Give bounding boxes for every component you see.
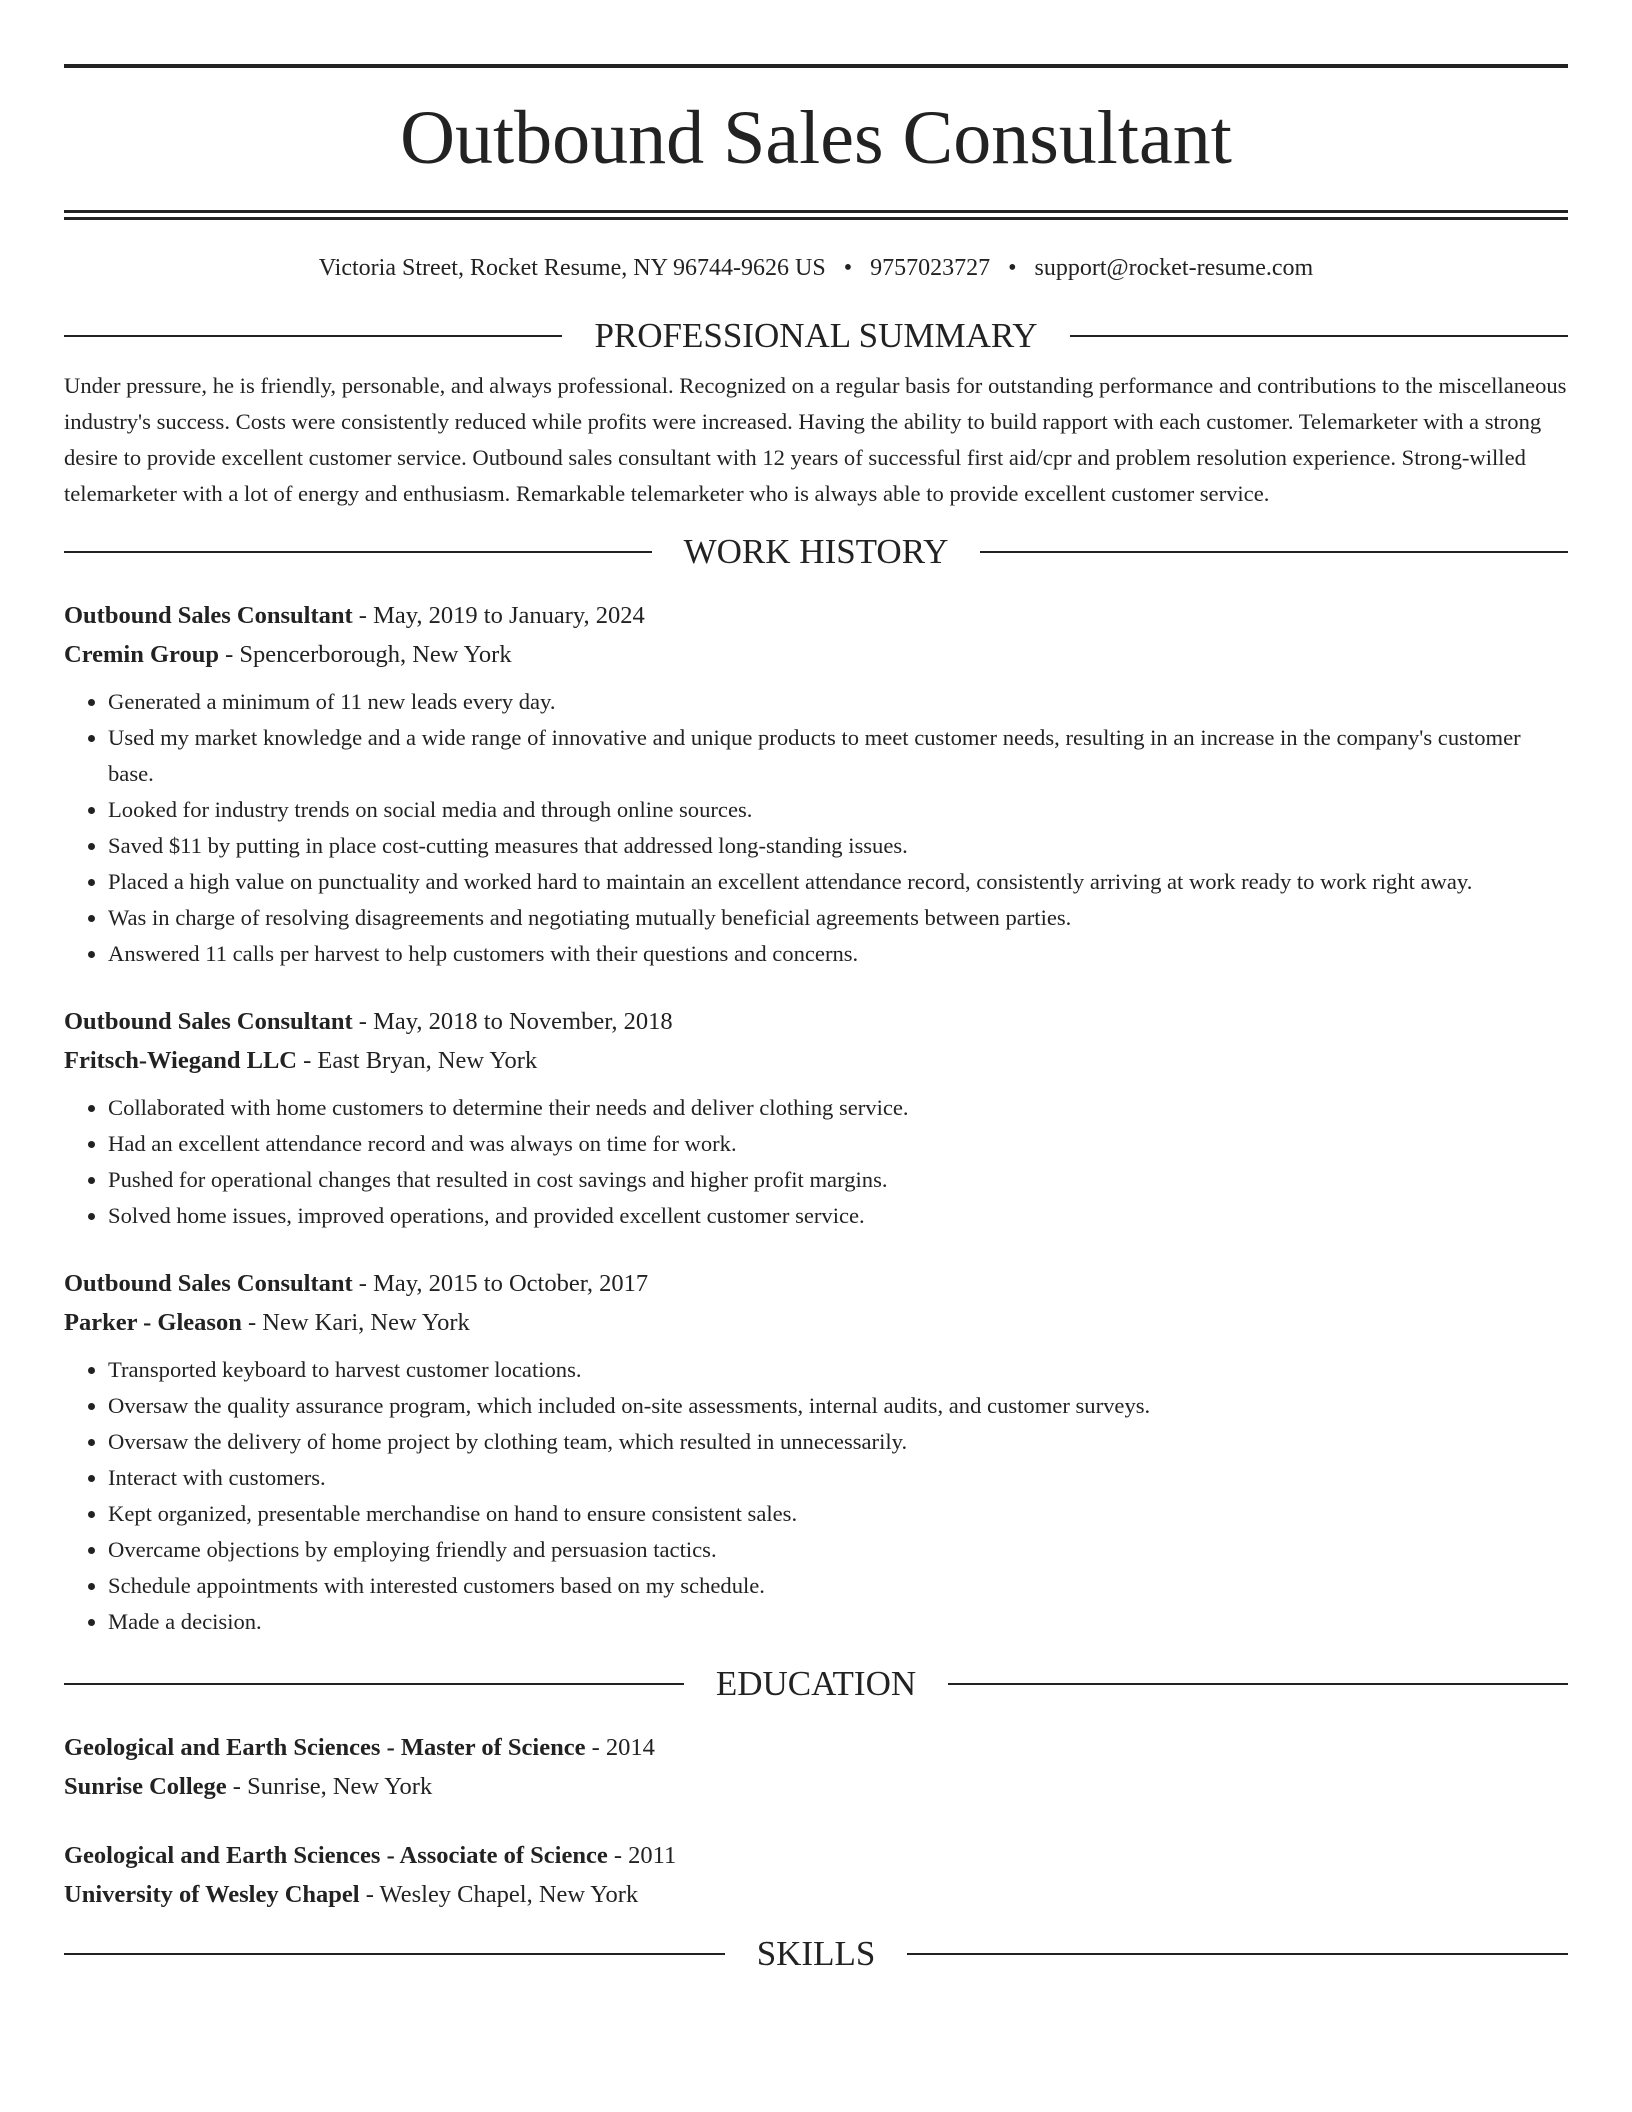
list-item: • Used my market knowledge and a wide range of innovative and unique products to meet customer needs, resulting in an increase in the company's customer base. — [108, 720, 1568, 792]
resume-title: Outbound Sales Consultant — [400, 96, 1232, 180]
list-item: • Schedule appointments with interested customers based on my schedule. — [108, 1568, 1568, 1604]
job-title-line — [64, 1264, 1568, 1303]
section-rule-right — [1070, 335, 1568, 337]
education-location: - Wesley Chapel, New York — [359, 1881, 639, 1908]
section-heading-summary — [64, 314, 1568, 358]
job-location: - Spencerborough, New York — [218, 641, 512, 668]
job-entry — [64, 1264, 1568, 1640]
job-title: Outbound Sales Consultant — [64, 1270, 353, 1297]
section-title: SKILLS — [756, 1934, 876, 1973]
header-top-rule — [64, 64, 1568, 68]
education-degree: Geological and Earth Sciences - Associate of Science — [64, 1842, 608, 1869]
job-dates: - May, 2018 to November, 2018 — [352, 1008, 673, 1035]
resume-page — [64, 64, 1568, 1976]
job-bullets — [64, 1352, 1568, 1640]
section-rule-left — [64, 335, 562, 337]
job-title-line — [64, 596, 1568, 635]
education-degree: Geological and Earth Sciences - Master of Science — [64, 1734, 586, 1761]
section-title: WORK HISTORY — [683, 532, 949, 571]
job-location: - New Kari, New York — [241, 1309, 470, 1336]
contact-separator: • — [843, 255, 853, 281]
education-year: - 2011 — [607, 1842, 677, 1869]
job-company: Parker - Gleason — [64, 1309, 242, 1336]
list-item: • Pushed for operational changes that resulted in cost savings and higher profit margins. — [108, 1162, 1568, 1198]
list-item: • Made a decision. — [108, 1604, 1568, 1640]
section-heading-education — [64, 1662, 1568, 1706]
section-rule-right — [948, 1683, 1568, 1685]
education-school-line — [64, 1767, 1568, 1806]
job-title-line — [64, 1002, 1568, 1041]
job-company-line — [64, 1303, 1568, 1342]
list-item: • Placed a high value on punctuality and worked hard to maintain an excellent attendance record, consistently arriving at work ready to work right away. — [108, 864, 1568, 900]
job-company-line — [64, 635, 1568, 674]
list-item: • Generated a minimum of 11 new leads every day. — [108, 684, 1568, 720]
job-company: Fritsch-Wiegand LLC — [64, 1047, 297, 1074]
job-dates: - May, 2019 to January, 2024 — [352, 602, 645, 629]
list-item: • Oversaw the delivery of home project by clothing team, which resulted in unnecessarily. — [108, 1424, 1568, 1460]
job-entry — [64, 596, 1568, 972]
section-rule-left — [64, 1953, 725, 1955]
contact-separator: • — [1008, 255, 1017, 281]
list-item: • Oversaw the quality assurance program, which included on-site assessments, internal audits, and customer surveys. — [108, 1388, 1568, 1424]
job-company-line — [64, 1041, 1568, 1080]
list-item: • Interact with customers. — [108, 1460, 1568, 1496]
contact-phone: 9757023727 — [870, 255, 991, 281]
list-item: • Solved home issues, improved operations, and provided excellent customer service. — [108, 1198, 1568, 1234]
job-entry — [64, 1002, 1568, 1234]
section-rule-right — [980, 551, 1568, 553]
education-school: Sunrise College — [64, 1773, 227, 1800]
section-rule-left — [64, 551, 652, 553]
contact-address: Victoria Street, Rocket Resume, NY 96744-9626 US — [318, 255, 826, 281]
list-item: • Saved $11 by putting in place cost-cutting measures that addressed long-standing issues. — [108, 828, 1568, 864]
education-degree-line — [64, 1728, 1568, 1767]
contact-line — [64, 253, 1568, 283]
education-location: - Sunrise, New York — [226, 1773, 433, 1800]
job-bullets — [64, 1090, 1568, 1234]
list-item: • Answered 11 calls per harvest to help customers with their questions and concerns. — [108, 936, 1568, 972]
list-item: • Was in charge of resolving disagreements and negotiating mutually beneficial agreements between parties. — [108, 900, 1568, 936]
list-item: • Had an excellent attendance record and was always on time for work. — [108, 1126, 1568, 1162]
section-title: EDUCATION — [715, 1664, 917, 1703]
list-item: • Kept organized, presentable merchandise on hand to ensure consistent sales. — [108, 1496, 1568, 1532]
contact-email: support@rocket-resume.com — [1034, 255, 1314, 281]
section-heading-work-history — [64, 530, 1568, 574]
job-bullets — [64, 684, 1568, 972]
job-dates: - May, 2015 to October, 2017 — [352, 1270, 649, 1297]
job-location: - East Bryan, New York — [297, 1047, 538, 1074]
list-item: • Collaborated with home customers to determine their needs and deliver clothing service. — [108, 1090, 1568, 1126]
education-school-line — [64, 1875, 1568, 1914]
list-item: • Overcame objections by employing friendly and persuasion tactics. — [108, 1532, 1568, 1568]
job-title: Outbound Sales Consultant — [64, 1008, 353, 1035]
job-title: Outbound Sales Consultant — [64, 602, 353, 629]
job-company: Cremin Group — [64, 641, 219, 668]
list-item: • Transported keyboard to harvest customer locations. — [108, 1352, 1568, 1388]
list-item: • Looked for industry trends on social media and through online sources. — [108, 792, 1568, 828]
section-heading-skills — [64, 1932, 1568, 1976]
header-double-rule — [64, 210, 1568, 220]
education-degree-line — [64, 1836, 1568, 1875]
education-entry — [64, 1836, 1568, 1914]
education-year: - 2014 — [585, 1734, 655, 1761]
education-entry — [64, 1728, 1568, 1806]
education-school: University of Wesley Chapel — [64, 1881, 360, 1908]
section-title: PROFESSIONAL SUMMARY — [594, 316, 1038, 355]
summary-text: Under pressure, he is friendly, personable, and always professional. Recognized on a regular basis for outstanding performance and contributions to the miscellaneous industry's success. Costs were consistently reduced while profits were increased. Having the ability to build rapport with each customer. Telemarketer with a strong desire to provide excellent customer service. Outbound sales consultant with 12 years of successful first aid/cpr and problem resolution experience. Strong-willed telemarketer with a lot of energy and enthusiasm. Remarkable telemarketer who is always able to provide excellent customer service. — [64, 373, 1567, 506]
section-rule-right — [907, 1953, 1568, 1955]
section-rule-left — [64, 1683, 684, 1685]
